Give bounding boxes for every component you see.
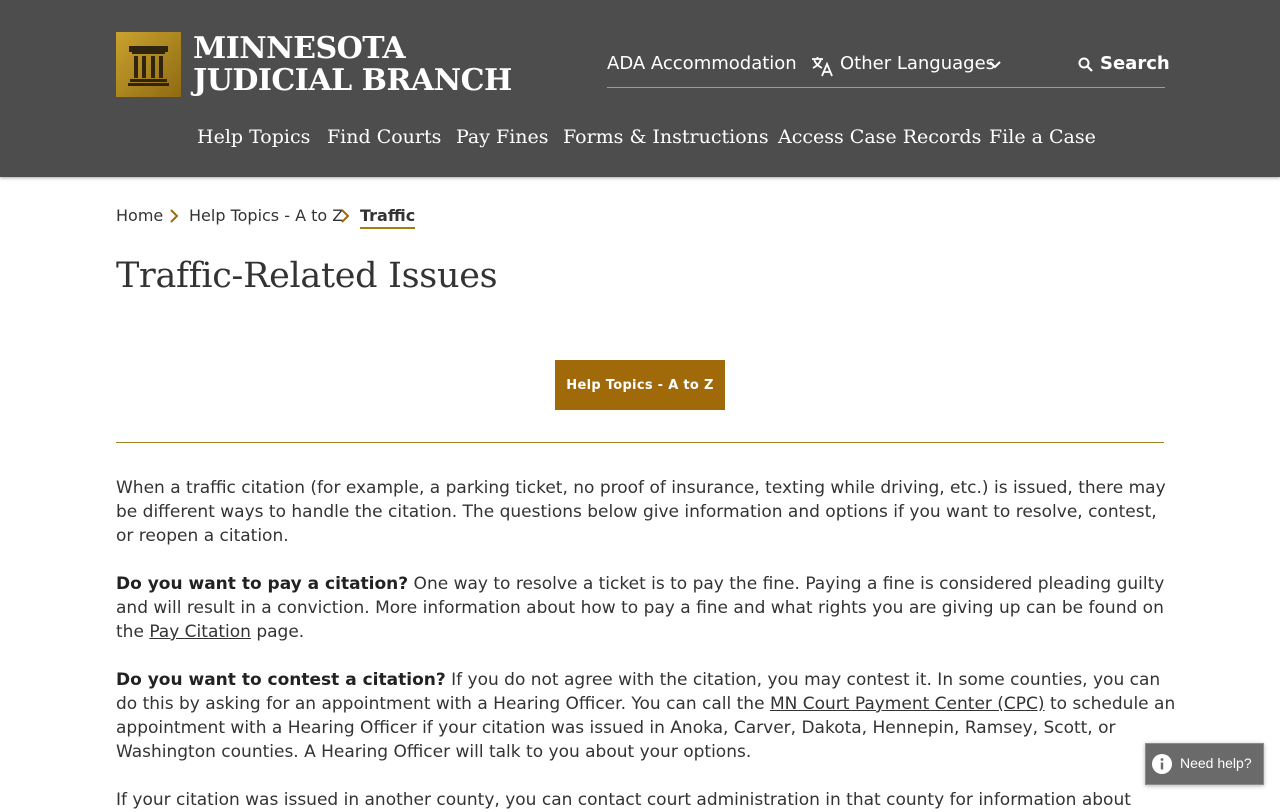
chevron-right-icon [339, 208, 351, 228]
search-icon [1078, 57, 1094, 77]
page-title: Traffic-Related Issues [116, 256, 498, 296]
contest-text: If you do not agree with the citation, you may contest it. In some counties, you can do this by asking for an appointment with a Hearing Officer. You can call the [116, 670, 1161, 714]
contest-citation-paragraph [116, 668, 1176, 764]
chevron-right-icon [168, 208, 180, 228]
logo-text-line2[interactable]: JUDICIAL BRANCH [193, 63, 512, 98]
nav-access-case-records[interactable]: Access Case Records [778, 126, 982, 148]
search-button[interactable]: Search [1100, 53, 1170, 74]
pay-citation-paragraph [116, 572, 1176, 644]
intro-paragraph: When a traffic citation (for example, a parking ticket, no proof of insurance, texting while driving, etc.) is issued, there may be different ways to handle the citation. The questions below give information and options if you want to resolve, contest, or reopen a citation. [116, 478, 1166, 546]
help-topics-a-to-z-button[interactable]: Help Topics - A to Z [555, 360, 725, 410]
breadcrumb-current: Traffic [360, 206, 415, 229]
nav-help-topics[interactable]: Help Topics [197, 126, 311, 148]
translate-icon [810, 54, 834, 82]
utility-bar [607, 51, 1170, 88]
chevron-down-icon [988, 57, 1002, 76]
info-icon [1152, 754, 1172, 777]
pay-question: Do you want to pay a citation? [116, 574, 409, 594]
pay-text: One way to resolve a ticket is to pay the fine. Paying a fine is considered pleading guilty and will result in a conviction. More information about how to pay a fine and what rights you are giving up can be found on the [116, 574, 1165, 642]
site-header [0, 0, 1280, 177]
other-county-paragraph: If your citation was issued in another county, you can contact court administration in that county for information about [116, 790, 1131, 810]
need-help-widget[interactable] [1145, 743, 1264, 785]
ada-accommodation-link[interactable]: ADA Accommodation [607, 53, 797, 74]
pay-citation-link[interactable]: Pay Citation [149, 622, 251, 642]
contest-end-text: to schedule an appointment with a Hearing Officer if your citation was issued in Anoka, Carver, Dakota, Hennepin, Ramsey, Scott, or Washington counties. A Hearing Officer will talk to you about your options. [116, 694, 1176, 762]
logo-text-line1[interactable]: MINNESOTA [193, 31, 406, 66]
contest-question: Do you want to contest a citation? [116, 670, 446, 690]
logo-emblem-icon[interactable] [116, 32, 181, 97]
pay-end-text: page. [250, 622, 305, 642]
other-languages-dropdown[interactable]: Other Languages [840, 53, 996, 74]
nav-pay-fines[interactable]: Pay Fines [456, 126, 549, 148]
cpc-link[interactable]: MN Court Payment Center (CPC) [769, 694, 1045, 714]
nav-forms-instructions[interactable]: Forms & Instructions [563, 126, 769, 148]
nav-file-a-case[interactable]: File a Case [989, 126, 1096, 148]
need-help-label: Need help? [1180, 755, 1252, 771]
breadcrumb-help-topics[interactable]: Help Topics - A to Z [189, 206, 344, 225]
breadcrumb-home[interactable]: Home [116, 206, 164, 225]
nav-find-courts[interactable]: Find Courts [327, 126, 442, 148]
main-nav [0, 126, 1280, 156]
divider [116, 442, 1164, 443]
